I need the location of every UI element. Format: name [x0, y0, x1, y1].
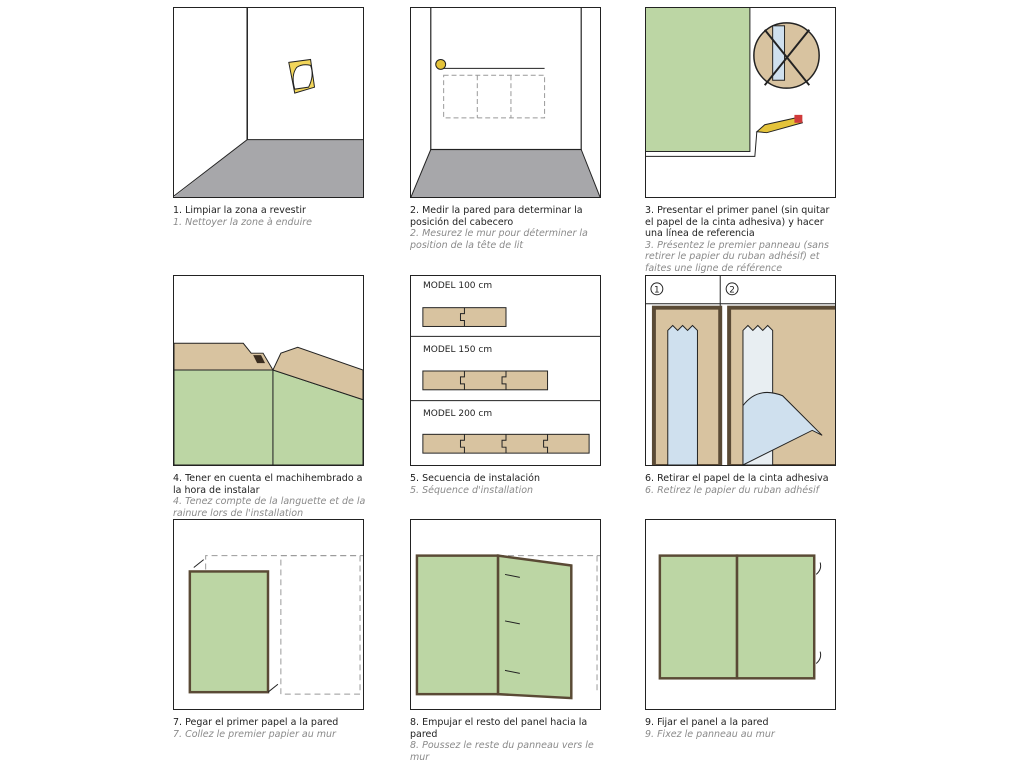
do-not-remove-tape-icon [754, 23, 819, 88]
caption-es: 1. Limpiar la zona a revestir [173, 205, 306, 216]
caption-es: 2. Medir la pared para determinar la posición del cabecero [410, 205, 583, 228]
step-9-caption [645, 717, 840, 740]
caption-es: 9. Fijar el panel a la pared [645, 717, 769, 728]
step-2-caption [410, 205, 605, 251]
caption-fr: 2. Mesurez le mur pour déterminer la position de la tête de lit [410, 228, 588, 251]
step-6-caption [645, 473, 840, 496]
caption-fr: 4. Tenez compte de la languette et de la rainure lors de l'installation [173, 496, 366, 519]
step-1-illustration [173, 7, 364, 198]
caption-fr: 6. Retirez le papier du ruban adhésif [645, 484, 819, 496]
caption-es: 8. Empujar el resto del panel hacia la pared [410, 717, 588, 740]
substep-1-label: 1 [654, 285, 660, 296]
caption-fr: 1. Nettoyer la zone à enduire [173, 216, 313, 228]
step-6-illustration [645, 275, 836, 466]
caption-fr: 3. Présentez le premier panneau (sans retirer le papier du ruban adhésif) et faites une ligne de référence [645, 239, 829, 274]
step-9-illustration [645, 519, 836, 710]
step-4-illustration [173, 275, 364, 466]
model-150-label: MODEL 150 cm [423, 345, 493, 355]
caption-es: 4. Tener en cuenta el machihembrado a la hora de instalar [173, 473, 363, 496]
model-200-label: MODEL 200 cm [423, 409, 493, 419]
step-5-caption [410, 473, 605, 496]
step-2-illustration [410, 7, 601, 198]
pencil-icon [757, 115, 803, 133]
caption-es: 7. Pegar el primer papel a la pared [173, 717, 339, 728]
cleaning-cloth-icon [289, 59, 315, 93]
step-3-caption [645, 205, 840, 274]
caption-fr: 9. Fixez le panneau au mur [645, 728, 775, 740]
step-3-illustration [645, 7, 836, 198]
caption-es: 6. Retirar el papel de la cinta adhesiva [645, 473, 829, 484]
step-7-illustration [173, 519, 364, 710]
caption-fr: 5. Séquence d'installation [410, 484, 534, 496]
step-1-caption [173, 205, 368, 228]
model-100-label: MODEL 100 cm [423, 281, 493, 291]
step-8-caption [410, 717, 605, 763]
substep-2-label: 2 [729, 285, 735, 296]
step-4-caption [173, 473, 368, 519]
caption-es: 5. Secuencia de instalación [410, 473, 540, 484]
caption-fr: 7. Collez le premier papier au mur [173, 728, 336, 740]
step-5-illustration [410, 275, 601, 466]
caption-fr: 8. Poussez le reste du panneau vers le mur [410, 740, 594, 763]
tape-measure-icon [436, 59, 545, 69]
caption-es: 3. Presentar el primer panel (sin quitar el papel de la cinta adhesiva) y hacer una línea de referencia [645, 205, 830, 239]
step-8-illustration [410, 519, 601, 710]
step-7-caption [173, 717, 368, 740]
